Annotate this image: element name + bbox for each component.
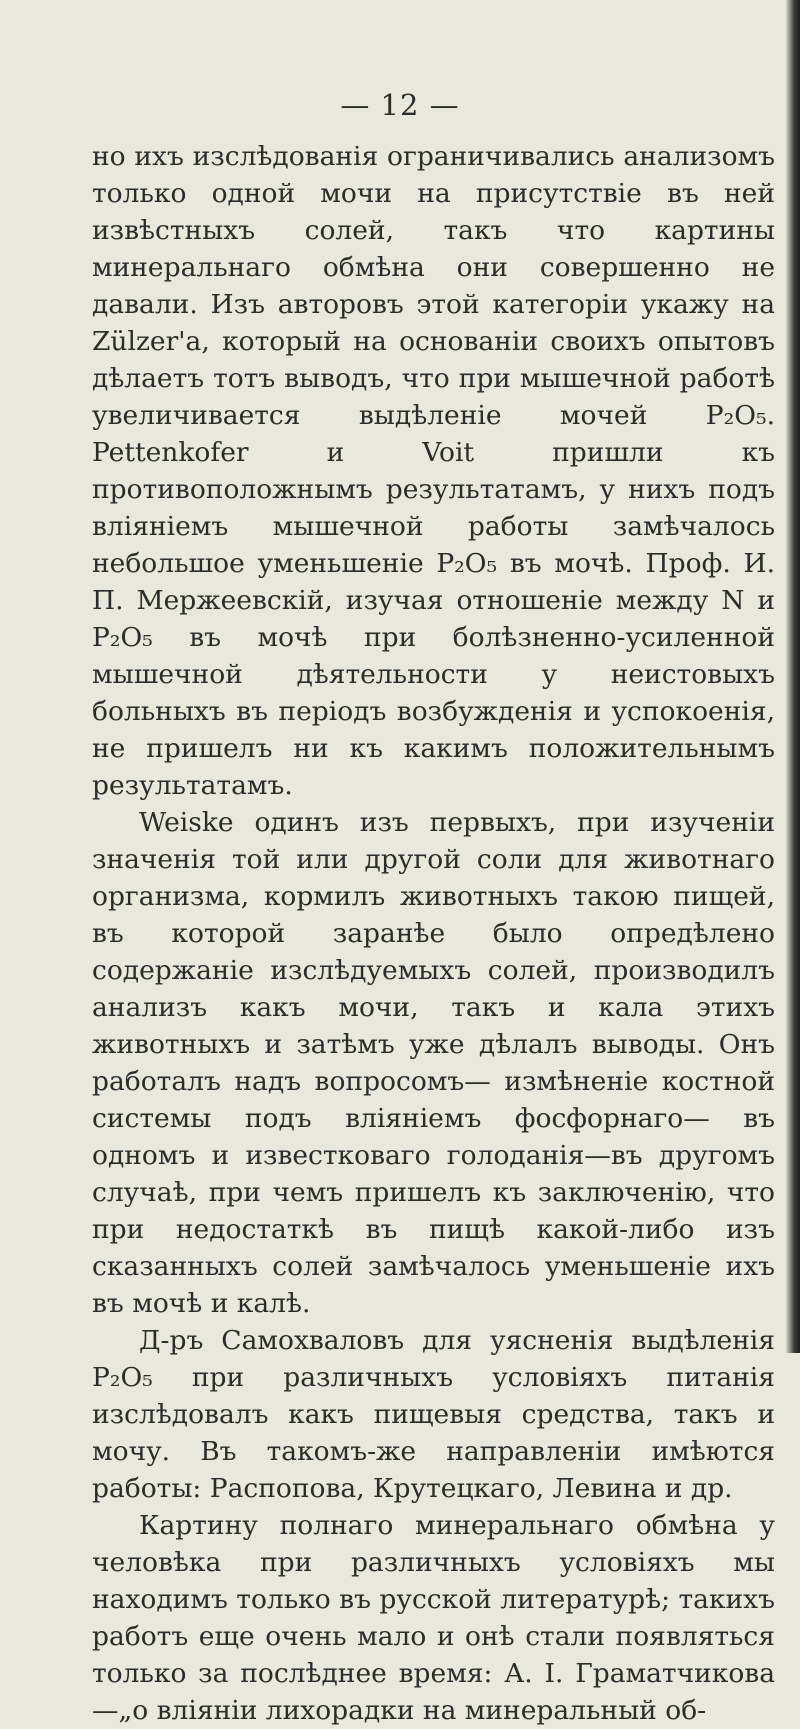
- paragraph-3: Д-ръ Самохваловъ для уясненія выдѣленія P₂O₅ при различныхъ условіяхъ питанія изслѣдовалъ какъ пищевыя средства, такъ и мочу. Въ такомъ-же направленіи имѣются работы: Распопова, Крутецкаго, Левина и др.: [92, 1325, 775, 1504]
- text-body: [92, 138, 775, 1729]
- page-number: — 12 —: [340, 88, 460, 122]
- paragraph-1: но ихъ изслѣдованія ограничивались анализомъ только одной мочи на присутствіе въ ней извѣстныхъ солей, такъ что картины минеральнаго обмѣна они совершенно не давали. Изъ авторовъ этой категоріи укажу на Zülzer'а, который на основаніи своихъ опытовъ дѣлаетъ тотъ выводъ, что при мышечной работѣ увеличивается выдѣленіе мочей P₂O₅. Pettenkofer и Voit пришли къ противоположнымъ результатамъ, у нихъ подъ вліяніемъ мышечной работы замѣчалось небольшое уменьшеніе P₂O₅ въ мочѣ. Проф. И. П. Мержеевскій, изучая отношеніе между N и P₂O₅ въ мочѣ при болѣзненно-усиленной мышечной дѣятельности у неистовыхъ больныхъ въ періодъ возбужденія и успокоенія, не пришелъ ни къ какимъ положительнымъ результатамъ.: [92, 141, 775, 801]
- paragraph-4: Картину полнаго минеральнаго обмѣна у человѣка при различныхъ условіяхъ мы находимъ только въ русской литературѣ; такихъ работъ еще очень мало и онѣ стали появляться только за послѣднее время: А. І. Граматчикова—„о вліяніи лихорадки на минеральный об-: [92, 1510, 775, 1726]
- paragraph-2: Weiske одинъ изъ первыхъ, при изученіи значенія той или другой соли для животнаго организма, кормилъ животныхъ такою пищей, въ которой заранѣе было опредѣлено содержаніе изслѣдуемыхъ солей, производилъ анализъ какъ мочи, такъ и кала этихъ животныхъ и затѣмъ уже дѣлалъ выводы. Онъ работалъ надъ вопросомъ— измѣненіе костной системы подъ вліяніемъ фосфорнаго— въ одномъ и известковаго голоданія—въ другомъ случаѣ, при чемъ пришелъ къ заключенію, что при недостаткѣ въ пищѣ какой-либо изъ сказанныхъ солей замѣчалось уменьшеніе ихъ въ мочѣ и калѣ.: [92, 807, 775, 1319]
- page-edge-shadow: [786, 0, 800, 1353]
